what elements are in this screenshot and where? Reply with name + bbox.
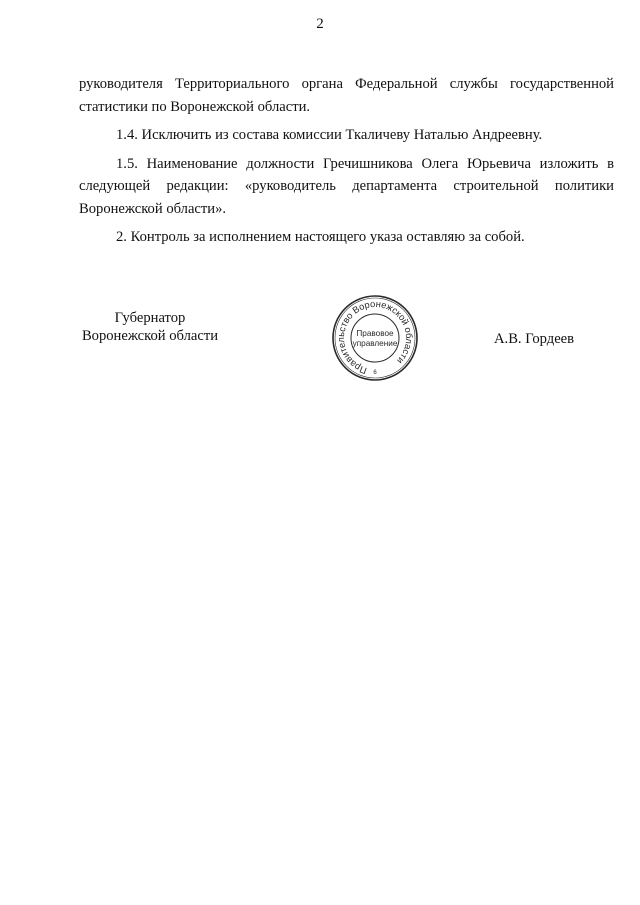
paragraph-continuation: руководителя Территориального органа Федеральной службы государственной статистики по Воронежской области. [79,76,614,115]
signatory-title [60,309,240,345]
seal-outer-text-path: Правительство Воронежской области [335,298,415,376]
signatory-title-line1: Губернатор [114,310,186,326]
seal-graphic [331,294,419,382]
paragraph-1-5: 1.5. Наименование должности Гречишникова Олега Юрьевича изложить в следующей редакции: «руководитель департамента строительной политики Воронежской области». [79,155,614,217]
document-body [79,73,614,255]
seal-bottom-mark: 6 [373,370,377,376]
signatory-title-line2: Воронежской области [81,328,219,344]
official-seal [331,294,419,382]
paragraph-2: 2. Контроль за исполнением настоящего указа оставляю за собой. [116,229,525,245]
paragraph-1-4: 1.4. Исключить из состава комиссии Ткаличеву Наталью Андреевну. [116,127,543,143]
seal-inner-line1: Правовое [356,329,394,338]
signatory-name: А.В. Гордеев [494,331,575,347]
seal-inner-line2: управление [352,339,398,348]
page-number: 2 [316,16,324,32]
